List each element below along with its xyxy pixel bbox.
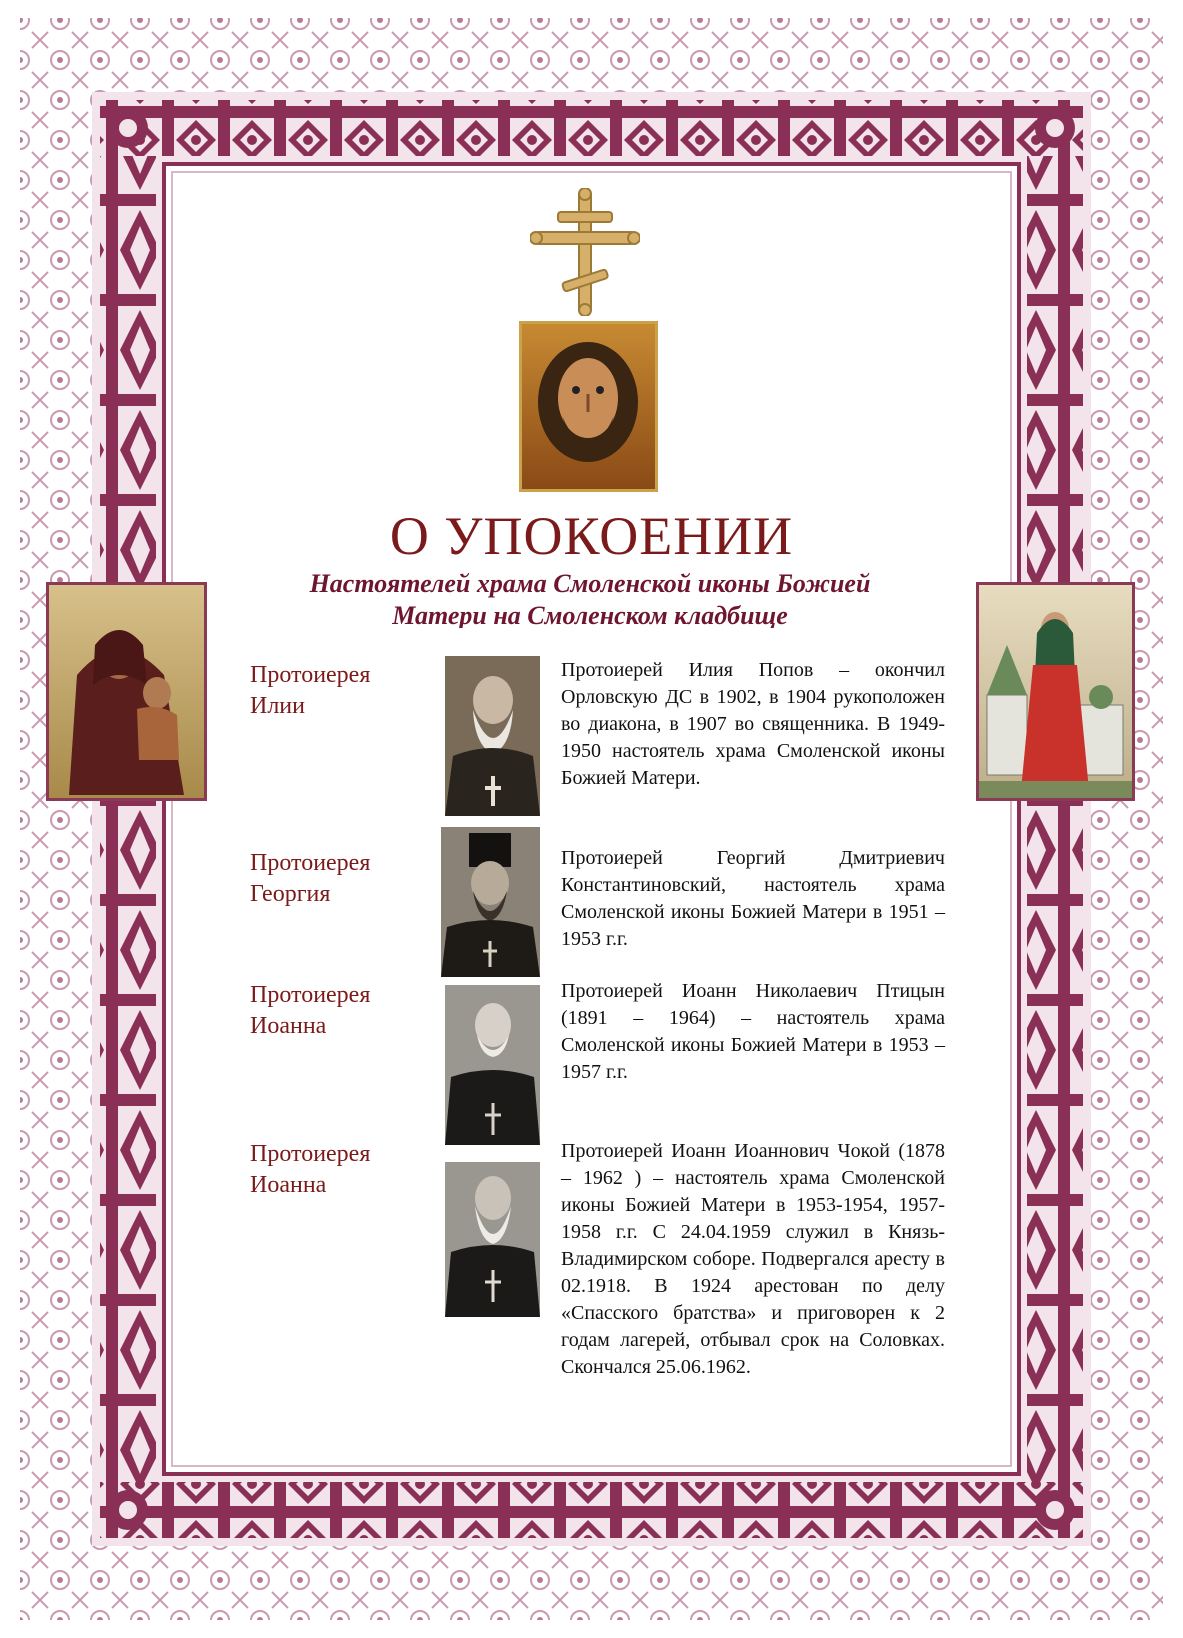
portrait-photo xyxy=(445,1162,540,1317)
portrait-photo xyxy=(445,985,540,1145)
entry-bio: Протоиерей Илия Попов – окончил Орловскую ДС в 1902, в 1904 рукоположен во диакона, в 1907 во священника. В 1949-1950 настоятель храма Смоленской иконы Божией Матери. xyxy=(561,659,945,789)
smolensk-mother-of-god-icon xyxy=(46,582,207,801)
entry-name xyxy=(250,660,420,722)
entry-bio: Протоиерей Иоанн Иоаннович Чокой (1878 – 1962 ) – настоятель храма Смоленской иконы Божией Матери в 1953-1954, 1957-1958 г.г. С 24.04.1959 служил в Князь-Владимирском соборе. Подвергался аресту в 02.1918. В 1924 арестован по делу «Спасского братства» и приговорен к 2 годам лагерей, отбывал срок на Соловках. Скончался 25.06.1962. xyxy=(561,1140,945,1378)
entry-name-line-1: Протоиерея xyxy=(250,982,371,1008)
entry-name-line-2: Иоанна xyxy=(250,1172,327,1198)
orthodox-cross-icon xyxy=(530,188,640,316)
subtitle-line-2: Матери на Смоленском кладбище xyxy=(392,601,788,628)
page-subtitle xyxy=(230,568,950,628)
saint-xenia-icon xyxy=(976,582,1135,801)
entry-name-line-1: Протоиерея xyxy=(250,662,371,688)
portrait-photo xyxy=(441,827,540,977)
entry-bio: Протоиерей Георгий Дмитриевич Константиновский, настоятель храма Смоленской иконы Божией Матери в 1951 – 1953 г.г. xyxy=(561,847,945,950)
entry-name xyxy=(250,980,420,1042)
entry-name xyxy=(250,1139,420,1201)
entry-name-line-1: Протоиерея xyxy=(250,850,371,876)
entry-name-line-2: Иоанна xyxy=(250,1013,327,1039)
page-title: О УПОКОЕНИИ xyxy=(389,506,794,566)
portrait-photo xyxy=(445,656,540,816)
entry-name-line-1: Протоиерея xyxy=(250,1141,371,1167)
subtitle-line-1: Настоятелей храма Смоленской иконы Божией xyxy=(309,569,871,598)
entry-bio: Протоиерей Иоанн Николаевич Птицын (1891 – 1964) – настоятель храма Смоленской иконы Божией Матери в 1953 – 1957 г.г. xyxy=(561,980,945,1083)
entry-name xyxy=(250,848,420,910)
savior-not-made-by-hands-icon xyxy=(519,321,658,492)
entry-name-line-2: Георгия xyxy=(250,881,331,907)
entry-name-line-2: Илии xyxy=(250,693,305,719)
